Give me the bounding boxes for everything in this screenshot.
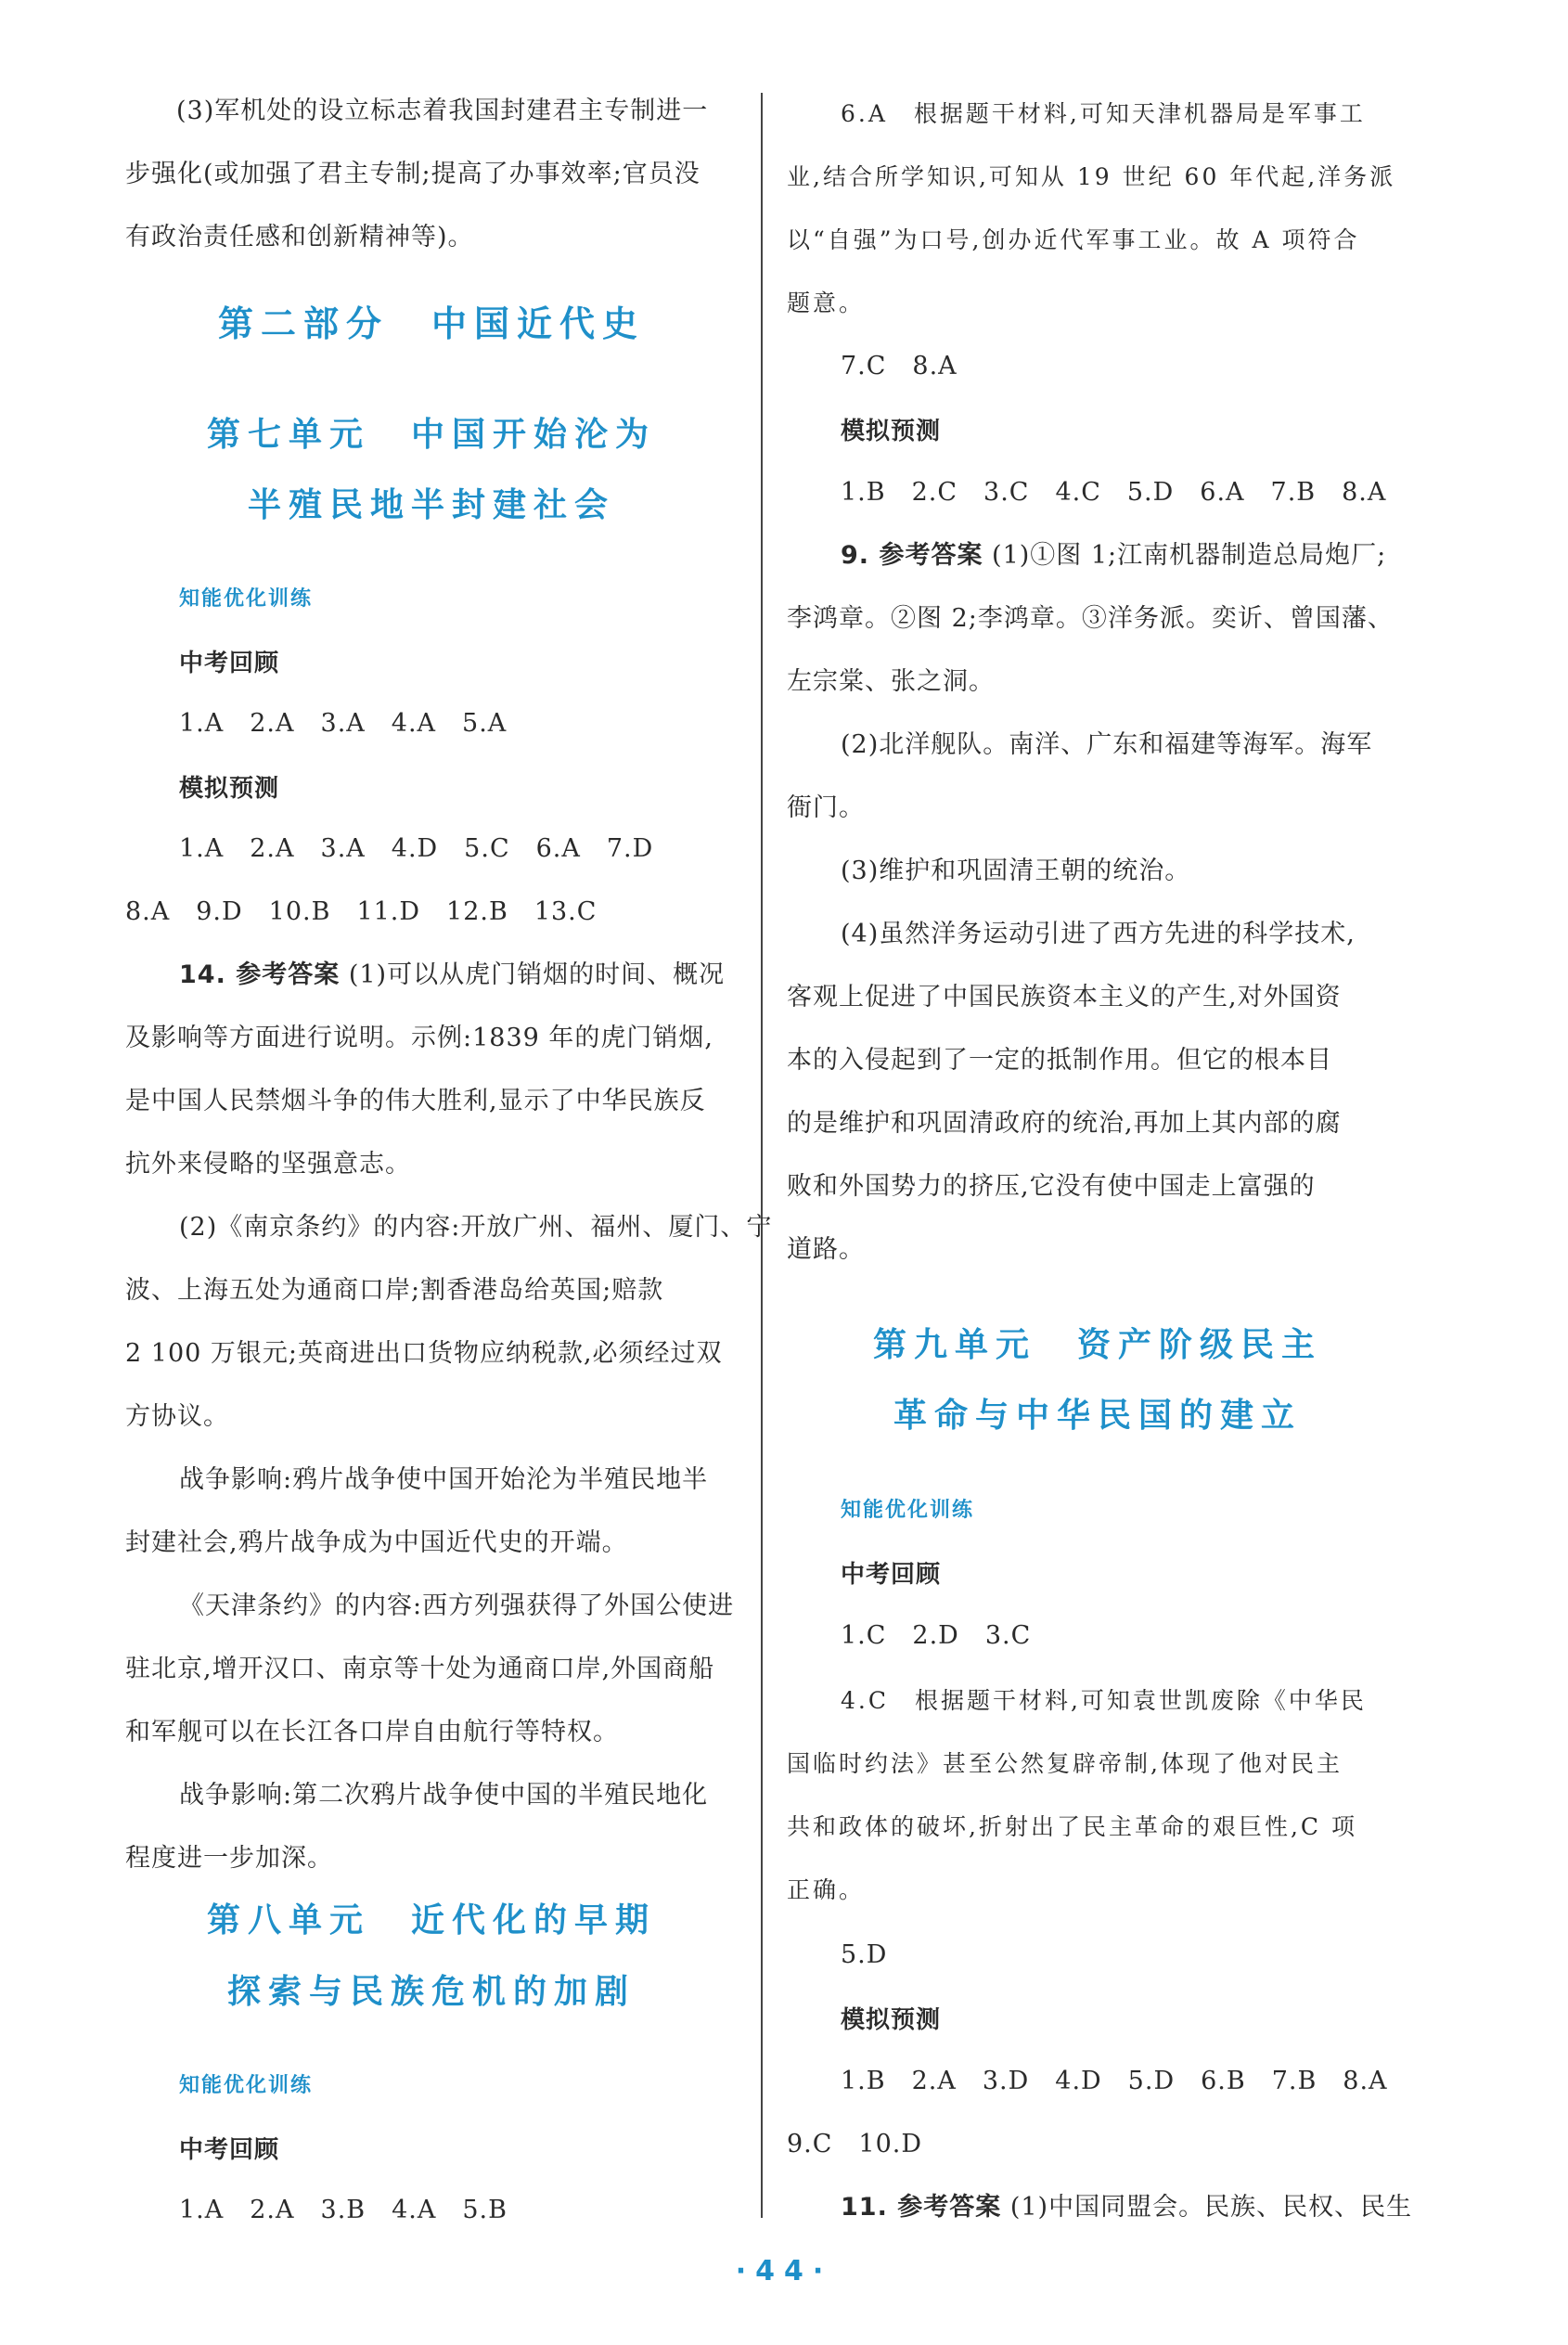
q14-first-line — [179, 960, 725, 991]
unit7-mock-label: 模拟预测 — [179, 775, 280, 803]
q14-line: (2)《南京条约》的内容:开放广州、福州、厦门、宁 — [179, 1213, 773, 1242]
q6-line: 以“自强”为口号,创办近代军事工业。故 A 项符合 — [787, 226, 1360, 253]
q9-label: 9. 参考答案 — [841, 541, 983, 570]
q9-line: (2)北洋舰队。南洋、广东和福建等海军。海军 — [841, 730, 1373, 759]
q14-line: 2 100 万银元;英商进出口货物应纳税款,必须经过双 — [125, 1339, 723, 1368]
q9-line: 左宗棠、张之洞。 — [787, 667, 995, 696]
q4-line: 4.C 根据题干材料,可知袁世凯废除《中华民 — [841, 1687, 1367, 1714]
q11-first-line — [841, 2192, 1412, 2223]
unit8-subtitle: 知能优化训练 — [179, 2074, 314, 2097]
unit9-title-line2: 革命与中华民国的建立 — [893, 1397, 1302, 1435]
q9-line: 客观上促进了中国民族资本主义的产生,对外国资 — [787, 983, 1342, 1011]
unit7-review-label: 中考回顾 — [179, 650, 280, 677]
q9-line: 本的入侵起到了一定的抵制作用。但它的根本目 — [787, 1046, 1332, 1075]
q14-line: 抗外来侵略的坚强意志。 — [125, 1150, 411, 1179]
q9-text: (1)①图 1;江南机器制造总局炮厂; — [992, 541, 1387, 570]
q4-line: 国临时约法》甚至公然复辟帝制,体现了他对民主 — [787, 1750, 1343, 1777]
q9-first-line — [841, 540, 1386, 572]
q5-answer: 5.D — [841, 1940, 888, 1969]
page-number-decor-right: · — [812, 2255, 833, 2287]
q14-line: 方协议。 — [125, 1402, 229, 1431]
q14-line: 和军舰可以在长江各口岸自由航行等特权。 — [125, 1718, 619, 1746]
q11-label: 11. 参考答案 — [841, 2193, 1002, 2222]
q9-line: 李鸿章。②图 2;李鸿章。③洋务派。奕䜣、曾国藩、 — [787, 604, 1394, 633]
unit9-title-line1: 第九单元 资产阶级民主 — [872, 1326, 1322, 1364]
mock-label: 模拟预测 — [841, 418, 942, 445]
intro-line: 有政治责任感和创新精神等)。 — [125, 223, 474, 251]
unit8-title-line2: 探索与民族危机的加剧 — [226, 1973, 636, 2011]
q9-line: (4)虽然洋务运动引进了西方先进的科学技术, — [841, 920, 1356, 948]
unit7-subtitle: 知能优化训练 — [179, 587, 314, 611]
q7-8-answers: 7.C 8.A — [841, 352, 958, 380]
unit9-subtitle: 知能优化训练 — [841, 1499, 975, 1522]
q14-line: 波、上海五处为通商口岸;割香港岛给英国;赔款 — [125, 1276, 664, 1305]
q14-label: 14. 参考答案 — [179, 960, 341, 989]
page-number — [0, 2255, 1568, 2287]
intro-line: 步强化(或加强了君主专制;提高了办事效率;官员没 — [125, 160, 700, 188]
q9-line: 败和外国势力的挤压,它没有使中国走上富强的 — [787, 1172, 1316, 1201]
q11-text: (1)中国同盟会。民族、民权、民生 — [1009, 2193, 1413, 2222]
unit8-review-label: 中考回顾 — [179, 2136, 280, 2164]
q14-line: 战争影响:第二次鸦片战争使中国的半殖民地化 — [179, 1781, 709, 1810]
q6-line: 6.A 根据题干材料,可知天津机器局是军事工 — [841, 100, 1366, 127]
q14-line: 程度进一步加深。 — [125, 1844, 333, 1873]
q14-line: 及影响等方面进行说明。示例:1839 年的虎门销烟, — [125, 1024, 713, 1052]
unit9-mock-label: 模拟预测 — [841, 2006, 942, 2034]
page-number-value: 44 — [755, 2255, 813, 2287]
mock-answers: 1.B 2.C 3.C 4.C 5.D 6.A 7.B 8.A — [841, 478, 1387, 507]
q14-line: 战争影响:鸦片战争使中国开始沦为半殖民地半 — [179, 1465, 709, 1494]
unit9-mock-answers-2: 9.C 10.D — [787, 2130, 923, 2158]
unit7-review-answers: 1.A 2.A 3.A 4.A 5.A — [179, 709, 508, 738]
unit9-mock-answers-1: 1.B 2.A 3.D 4.D 5.D 6.B 7.B 8.A — [841, 2067, 1388, 2095]
unit7-title-line1: 第七单元 中国开始沦为 — [206, 416, 656, 454]
q14-line: 是中国人民禁烟斗争的伟大胜利,显示了中华民族反 — [125, 1087, 706, 1115]
q4-line: 正确。 — [787, 1876, 866, 1903]
page-number-decor-left: · — [735, 2255, 756, 2287]
q9-line: (3)维护和巩固清王朝的统治。 — [841, 857, 1191, 885]
q14-line: 《天津条约》的内容:西方列强获得了外国公使进 — [179, 1591, 735, 1620]
column-divider — [761, 93, 763, 2218]
q14-line: 驻北京,增开汉口、南京等十处为通商口岸,外国商船 — [125, 1655, 715, 1683]
q9-line: 的是维护和巩固清政府的统治,再加上其内部的腐 — [787, 1109, 1342, 1138]
unit8-title-line1: 第八单元 近代化的早期 — [206, 1901, 656, 1939]
q9-line: 衙门。 — [787, 793, 865, 822]
unit9-review-label: 中考回顾 — [841, 1561, 942, 1589]
q6-line: 业,结合所学知识,可知从 19 世纪 60 年代起,洋务派 — [787, 163, 1396, 190]
q14-text: (1)可以从虎门销烟的时间、概况 — [348, 960, 726, 989]
unit7-mock-answers-1: 1.A 2.A 3.A 4.D 5.C 6.A 7.D — [179, 834, 654, 863]
q9-line: 道路。 — [787, 1235, 865, 1264]
unit8-review-answers: 1.A 2.A 3.B 4.A 5.B — [179, 2196, 508, 2224]
intro-line: (3)军机处的设立标志着我国封建君主专制进一 — [176, 97, 709, 125]
unit9-review-answers: 1.C 2.D 3.C — [841, 1621, 1032, 1650]
part-title: 第二部分 中国近代史 — [217, 303, 645, 344]
q14-line: 封建社会,鸦片战争成为中国近代史的开端。 — [125, 1528, 628, 1557]
unit7-title-line2: 半殖民地半封建社会 — [247, 486, 615, 524]
unit7-mock-answers-2: 8.A 9.D 10.B 11.D 12.B 13.C — [125, 897, 598, 926]
q4-line: 共和政体的破坏,折射出了民主革命的艰巨性,C 项 — [787, 1813, 1357, 1840]
q6-line: 题意。 — [787, 290, 866, 316]
